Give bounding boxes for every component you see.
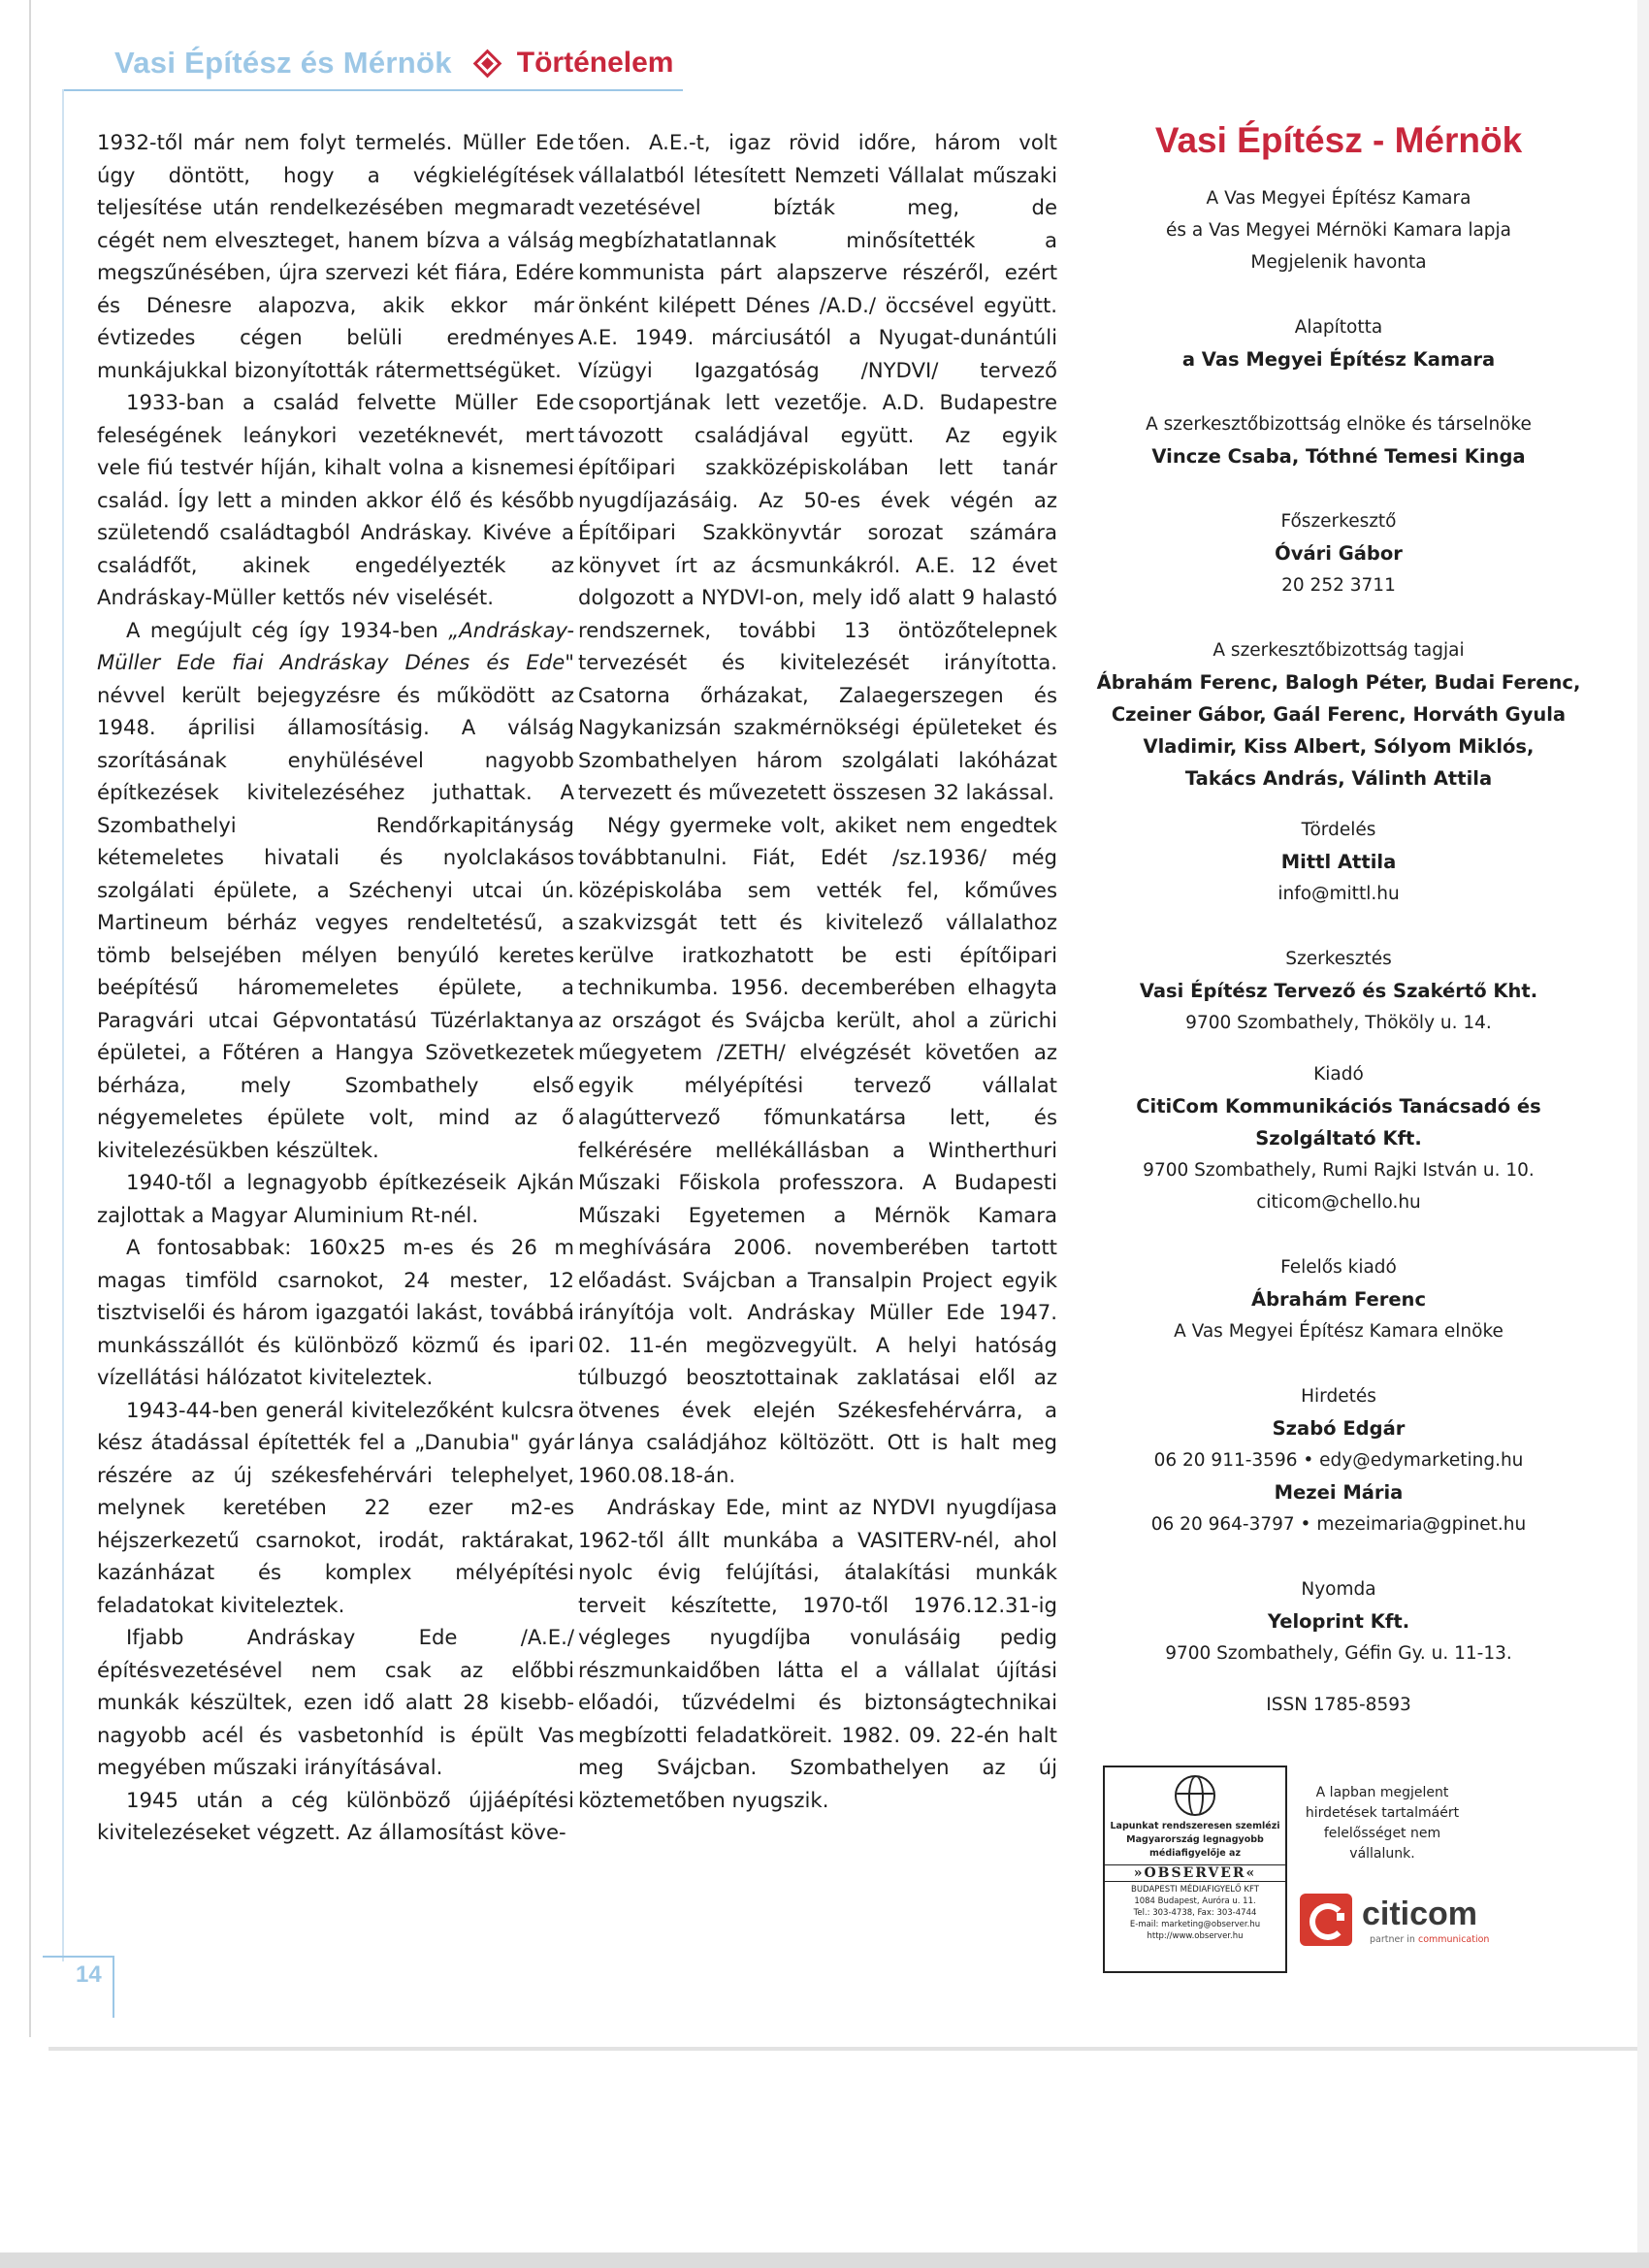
members-line: Vladimir, Kiss Albert, Sólyom Miklós, — [1143, 735, 1535, 758]
header-rule — [62, 89, 683, 91]
members-line: Czeiner Gábor, Gaál Ferenc, Horváth Gyula — [1111, 703, 1567, 726]
section-title: Történelem — [516, 47, 674, 79]
print-address: 9700 Szombathely, Géfin Gy. u. 11-13. — [1165, 1643, 1512, 1664]
editing-label: Szerkesztés — [1285, 949, 1392, 969]
paragraph — [97, 614, 574, 1167]
observer-text: http://www.observer.hu — [1147, 1931, 1244, 1941]
layout-name: Mittl Attila — [1280, 851, 1397, 873]
layout-label: Tördelés — [1301, 820, 1376, 840]
paragraph: tően. A.E.-t, igaz rövid időre, három volt vállalatból létesített Nemzeti Vállalat műszaki vezetésével bízták meg, de megbízhatatlannak minősítették a kommunista párt alapszerve részéről, ezért önként kilépett Dénes /A.D./ öccsével együtt. A.E. 1949. márciusától a Nyugat-dunántúli Vízügyi Igazgatóság /NYDVI/ tervező csoportjának lett vezetője. A.D. Budapestre távozott családjával együtt. Az egyik építőipari szakközépiskolában lett tanár nyugdíjazásáig. Az 50-es évek végén az Építőipari Szakkönyvtár sorozat számára könyvet írt az ácsmunkákról. A.E. 12 évet dolgozott a NYDVI-on, mely idő alatt 9 halastó rendszernek, további 13 öntözőtelepnek tervezését és kivitelezését irányította. Csatorna őrházakat, Zalaegerszegen és Nagykanizsán szakmérnökségi épületeket és Szombathelyen három szolgálati lakóházat tervezett és művezetett összesen 32 lakással. — [578, 130, 1057, 804]
page-number: 14 — [76, 1961, 102, 1988]
citicom-wordmark: citicom — [1362, 1895, 1478, 1932]
impressum-subtitle: és a Vas Megyei Mérnöki Kamara lapja — [1165, 220, 1512, 241]
paragraph-text: A megújult cég így 1934-ben — [126, 617, 438, 642]
running-header — [114, 39, 673, 87]
observer-text: E-mail: marketing@observer.hu — [1129, 1920, 1261, 1929]
scan-edge-left — [29, 0, 31, 2037]
company-name-italic: „Andráskay-Müller Ede fiai Andráskay Dénes és Ede" — [97, 617, 574, 674]
scan-edge-base — [0, 2252, 1649, 2268]
magazine-title: Vasi Építész és Mérnök — [114, 46, 452, 80]
observer-badge — [1103, 1766, 1287, 1973]
ads-label: Hirdetés — [1301, 1386, 1376, 1407]
members-line: Ábrahám Ferenc, Balogh Péter, Budai Ferenc, — [1096, 671, 1581, 694]
founded-by: a Vas Megyei Építész Kamara — [1181, 348, 1496, 371]
publisher-name: Szolgáltató Kft. — [1255, 1127, 1422, 1150]
globe-icon — [1175, 1775, 1215, 1816]
editor-phone: 20 252 3711 — [1281, 575, 1396, 596]
publisher-address: 9700 Szombathely, Rumi Rajki István u. 10. — [1143, 1160, 1535, 1181]
issn: ISSN 1785-8593 — [1266, 1695, 1411, 1715]
observer-text: Lapunkat rendszeresen szemlézi — [1110, 1821, 1280, 1831]
citicom-mark-icon — [1300, 1894, 1352, 1946]
print-name: Yeloprint Kft. — [1267, 1610, 1410, 1633]
responsible-name: Ábrahám Ferenc — [1250, 1288, 1426, 1311]
ads-contact: 06 20 911-3596 • edy@edymarketing.hu — [1153, 1450, 1524, 1471]
editor-label: Főszerkesztő — [1280, 511, 1397, 532]
diamond-separator-icon — [472, 49, 501, 78]
ads-name: Szabó Edgár — [1272, 1417, 1406, 1440]
paragraph: 1932-től már nem folyt termelés. Müller Ede úgy döntött, hogy a végkielégítések teljesítése után rendelkezésében megmaradt cégét nem elveszteget, hanem bízva a válság megszűnésében, újra szervezi két fiára, Edére és Dénesre alapozva, akik ekkor már évtizedes cégen belüli eredményes munkájukkal bizonyították rátermettségüket. — [97, 130, 574, 382]
observer-text: médiafigyelője az — [1148, 1848, 1242, 1859]
observer-text: BUDAPESTI MÉDIAFIGYELŐ KFT — [1131, 1885, 1259, 1895]
members-label: A szerkesztőbizottság tagjai — [1212, 640, 1465, 661]
article-column-2 — [578, 126, 1057, 1816]
left-margin-rule — [62, 89, 64, 1961]
paragraph: Ifjabb Andráskay Ede /A.E./ építésvezetésével nem csak az előbbi munkák készültek, ezen idő alatt 28 kisebb-nagyobb acél és vasbetonhíd is épült Vas megyében műszaki irányításával. — [97, 1625, 574, 1779]
layout-email: info@mittl.hu — [1277, 884, 1400, 904]
impressum-subtitle: A Vas Megyei Építész Kamara — [1206, 188, 1471, 209]
publisher-name: CitiCom Kommunikációs Tanácsadó és — [1136, 1095, 1541, 1118]
ads-contact: 06 20 964-3797 • mezeimaria@gpinet.hu — [1150, 1514, 1527, 1535]
citicom-tag-accent: communication — [1417, 1934, 1490, 1945]
observer-name: »OBSERVER« — [1105, 1864, 1285, 1882]
paragraph: 1943-44-ben generál kivitelezőként kulcsra kész átadással építették fel a „Danubia" gyár részére az új székesfehérvári telephelyet, melynek keretében 22 ezer m2-es héjszerkezetű csarnokot, irodát, raktárakat, kazánházat és komplex mélyépítési feladatokat kiviteleztek. — [97, 1397, 574, 1617]
paragraph: Négy gyermeke volt, akiket nem engedtek továbbtanulni. Fiát, Edét /sz.1936/ még középiskolába sem vették fel, kőműves szakvizsgát tett és kivitelező vállalathoz kerülve iratkozhatott be esti építőipari technikumba. 1956. decemberében elhagyta az országot és Svájcba került, ahol a zürichi műegyetem /ZETH/ elvégzését követően az egyik mélyépítési tervező vállalat alagúttervező főmunkatársa lett, és felkérésére mellékállásban a Wintherthuri Műszaki Főiskola professzora. A Budapesti Műszaki Egyetemen a Mérnök Kamara meghívására 2006. novemberében tartott előadást. Svájcban a Transalpin Project egyik irányítója volt. Andráskay Müller Ede 1947. 02. 11-én megözvegyült. A helyi hatóság túlbuzgó beosztottainak zaklatásai elől az ötvenes évek elején Székesfehérvárra, a lánya családjához költözött. Ott is halt meg 1960.08.18-án. — [578, 812, 1057, 1487]
board-chairs: Vincze Csaba, Tóthné Temesi Kinga — [1151, 445, 1526, 468]
scan-edge-right — [1637, 0, 1649, 2268]
print-label: Nyomda — [1301, 1579, 1376, 1600]
editor-name: Óvári Gábor — [1275, 542, 1403, 565]
observer-text: Tel.: 303-4738, Fax: 303-4744 — [1133, 1908, 1257, 1918]
responsible-label: Felelős kiadó — [1280, 1257, 1397, 1278]
editing-address: 9700 Szombathely, Thököly u. 14. — [1185, 1013, 1492, 1033]
editing-name: Vasi Építész Tervező és Szakértő Kht. — [1139, 980, 1538, 1002]
ads-name: Mezei Mária — [1274, 1481, 1404, 1504]
paragraph: 1945 után a cég különböző újjáépítési kivitelezéseket végzett. Az államosítást köve- — [97, 1787, 574, 1844]
citicom-logo — [1300, 1892, 1494, 1950]
scan-edge-bottom — [48, 2047, 1649, 2051]
observer-text: 1084 Budapest, Auróra u. 11. — [1134, 1896, 1256, 1906]
paragraph: A fontosabbak: 160x25 m-es és 26 m magas timföld csarnokot, 24 mester, 12 tisztviselői és három igazgatói lakást, továbbá munkásszállót és különböző közmű és ipari vízellátási hálózatot kiviteleztek. — [97, 1235, 574, 1389]
impressum — [1077, 114, 1600, 1721]
paragraph: Andráskay Ede, mint az NYDVI nyugdíjasa 1962-től állt munkába a VASITERV-nél, ahol nyolc évig felújítási, átalakítási munkák terveit készítette, 1970-től 1976.12.31-ig végleges nyugdíjba vonulásáig pedig részmunkaidőben látta el a vállalat újítási előadói, tűzvédelmi és biztonságtechnikai megbízotti feladatköreit. 1982. 09. 22-én halt meg Svájcban. Szombathelyen az új köztemetőben nyugszik. — [578, 1495, 1057, 1812]
paragraph: 1933-ban a család felvette Müller Ede feleségének leánykori vezetéknevét, mert vele fiú testvér híján, kihalt volna a kisnemesi család. Így lett a minden akkor élő és később születendő családtagból Andráskay. Kivéve a családfőt, akinek engedélyezték az Andráskay-Müller kettős név viselését. — [97, 390, 574, 609]
founded-label: Alapította — [1294, 317, 1383, 338]
ads-disclaimer: A lapban megjelent hirdetések tartalmáért felelősséget nem vállalunk. — [1305, 1785, 1460, 1862]
citicom-tag-prefix: partner in — [1370, 1934, 1415, 1945]
impressum-title: Vasi Építész - Mérnök — [1154, 120, 1523, 160]
publisher-label: Kiadó — [1313, 1064, 1364, 1085]
citicom-tagline — [1370, 1934, 1489, 1945]
impressum-subtitle: Megjelenik havonta — [1250, 252, 1427, 273]
article-column-1 — [97, 126, 574, 1849]
responsible-role: A Vas Megyei Építész Kamara elnöke — [1174, 1321, 1504, 1342]
paragraph: 1940-től a legnagyobb építkezéseik Ajkán zajlottak a Magyar Aluminium Rt-nél. — [97, 1170, 574, 1227]
board-chair-label: A szerkesztőbizottság elnöke és társelnöke — [1146, 414, 1532, 435]
members-line: Takács András, Válinth Attila — [1184, 767, 1493, 790]
observer-text: Magyarország legnagyobb — [1126, 1834, 1264, 1845]
paragraph-text: névvel került bejegyzésre és működött az 1948. áprilisi államosításig. A válság szorításának enyhülésével nagyobb építkezések kivitelezéséhez juthattak. A Szombathelyi Rendőrkapitányság kétemeletes hivatali és nyolclakásos szolgálati épülete, a Széchenyi utcai ún. Martineum bérház vegyes rendeltetésű, a tömb belsejében mélyen benyúló keretes beépítésű háromemeletes épülete, a Paragvári utcai Gépvontatású Tüzérlaktanya épületei, a Főtéren a Hangya Szövetkezetek bérháza, mely Szombathely első négyemeletes épülete volt, mind az ő kivitelezésükben készültek. — [97, 682, 574, 1162]
publisher-email: citicom@chello.hu — [1256, 1192, 1421, 1213]
